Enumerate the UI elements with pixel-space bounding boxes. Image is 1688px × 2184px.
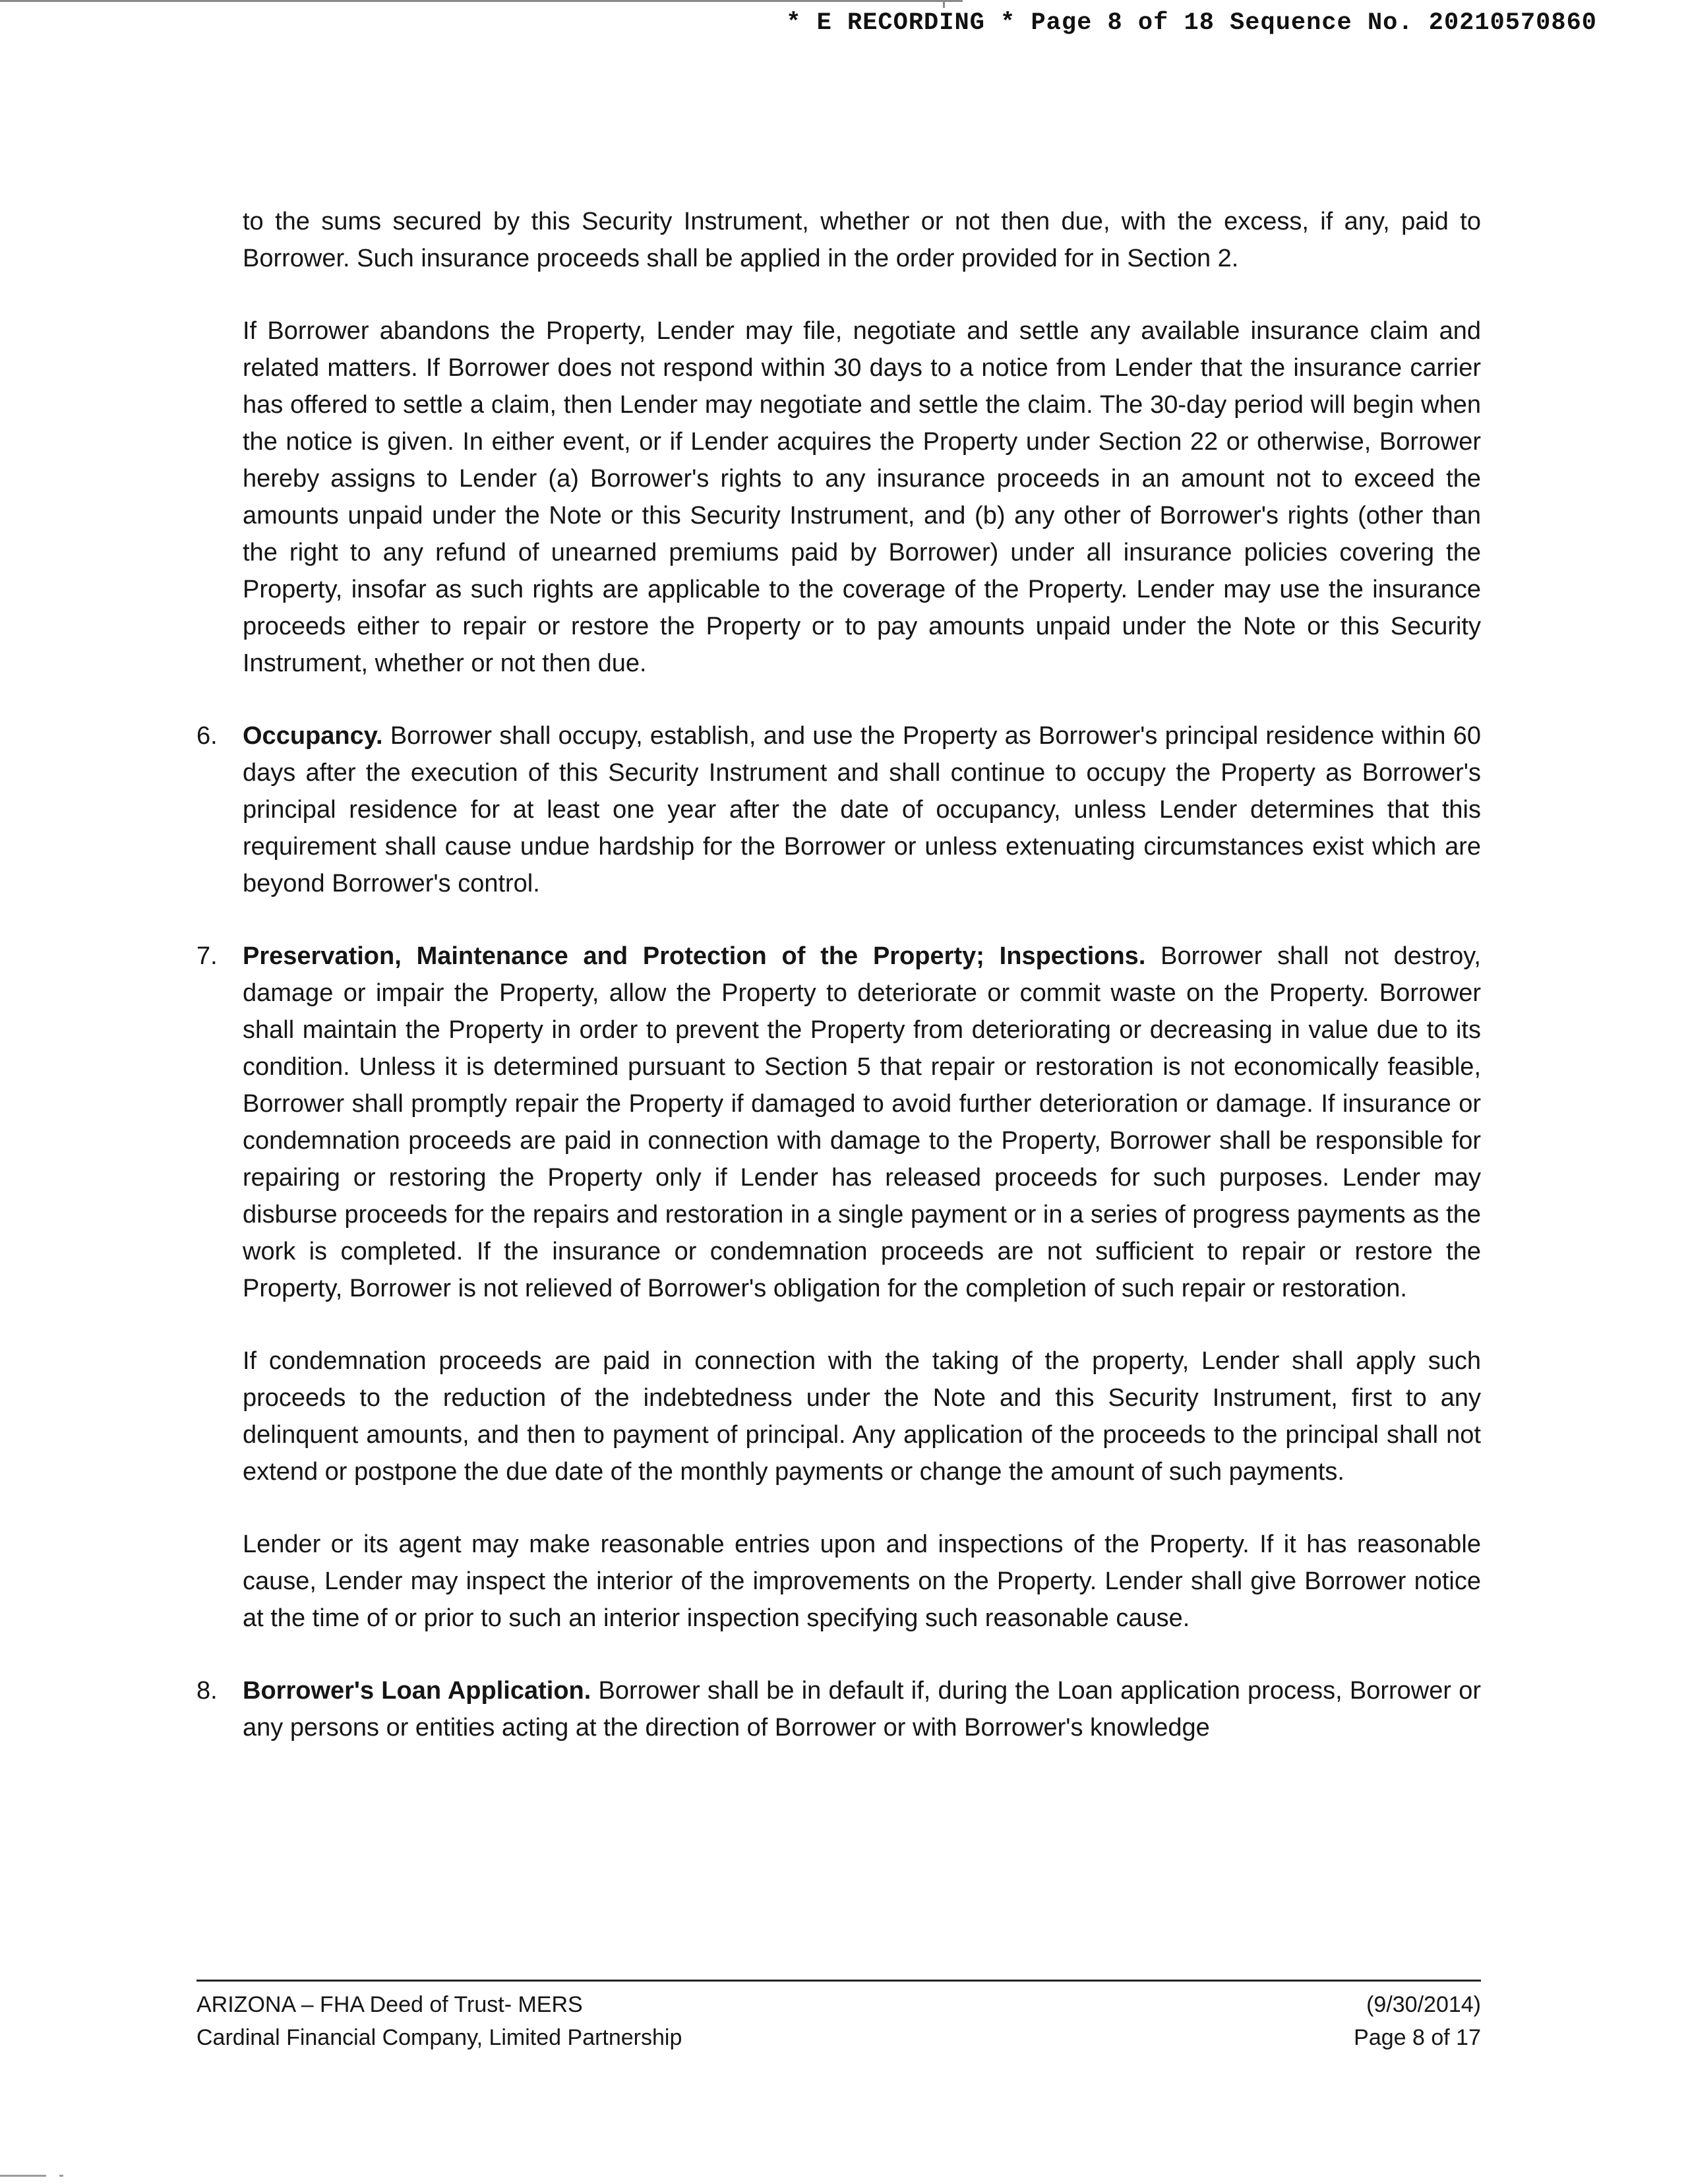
footer-form-name: ARIZONA – FHA Deed of Trust- MERS	[196, 1992, 583, 2017]
scan-edge-mark	[0, 2175, 46, 2177]
footer-row-top	[196, 1988, 1481, 2021]
intro-continuation-paragraph: to the sums secured by this Security Instrument, whether or not then due, with the excess, if any, paid to Borrower. Such insurance proceeds shall be applied in the order provided for in Section 2.	[243, 208, 1481, 272]
section-number: 8.	[196, 1677, 218, 1705]
page-footer	[196, 1980, 1481, 2054]
section-6-occupancy	[196, 717, 1481, 902]
section-text: Borrower shall occupy, establish, and use the Property as Borrower's principal residence within 60 days after the execution of this Security Instrument and shall continue to occupy the Property as Borrower's principal residence for at least one year after the date of occupancy, unless Lender determines that this requirement shall cause undue hardship for the Borrower or unless extenuating circumstances exist which are beyond Borrower's control.	[243, 722, 1481, 897]
section-number: 6.	[196, 722, 218, 750]
section-8-loan-application	[196, 1672, 1481, 1746]
section-title: Borrower's Loan Application.	[243, 1677, 591, 1705]
inspection-paragraph: Lender or its agent may make reasonable entries upon and inspections of the Property. If it has reasonable cause, Lender may inspect the interior of the improvements on the Property. Lender shall give Borrower notice at the time of or prior to such an interior inspection specifying such reasonable cause.	[243, 1531, 1481, 1632]
footer-form-date: (9/30/2014)	[1366, 1992, 1481, 2017]
section-number: 7.	[196, 942, 218, 970]
abandon-property-paragraph: If Borrower abandons the Property, Lender may file, negotiate and settle any available insurance claim and related matters. If Borrower does not respond within 30 days to a notice from Lender that the insurance carrier has offered to settle a claim, then Lender may negotiate and settle the claim. The 30-day period will begin when the notice is given. In either event, or if Lender acquires the Property under Section 22 or otherwise, Borrower hereby assigns to Lender (a) Borrower's rights to any insurance proceeds in an amount not to exceed the amounts unpaid under the Note or this Security Instrument, and (b) any other of Borrower's rights (other than the right to any refund of unearned premiums paid by Borrower) under all insurance policies covering the Property, insofar as such rights are applicable to the coverage of the Property. Lender may use the insurance proceeds either to repair or restore the Property or to pay amounts unpaid under the Note or this Security Instrument, whether or not then due.	[243, 317, 1481, 677]
section-body	[243, 1672, 1481, 1746]
section-7-preservation	[196, 938, 1481, 1307]
document-body	[196, 203, 1481, 1746]
section-title: Occupancy.	[243, 722, 383, 750]
section-body	[243, 717, 1481, 902]
scan-edge-tick	[943, 0, 954, 8]
section-body	[243, 938, 1481, 1307]
recording-stamp-header: * E RECORDING * Page 8 of 18 Sequence No. 20210570860	[786, 9, 1597, 37]
footer-company: Cardinal Financial Company, Limited Partnership	[196, 2025, 682, 2050]
section-text: Borrower shall not destroy, damage or impair the Property, allow the Property to deteriorate or commit waste on the Property. Borrower shall maintain the Property in order to prevent the Property from deteriorating or decreasing in value due to its condition. Unless it is determined pursuant to Section 5 that repair or restoration is not economically feasible, Borrower shall promptly repair the Property if damaged to avoid further deterioration or damage. If insurance or condemnation proceeds are paid in connection with damage to the Property, Borrower shall be responsible for repairing or restoring the Property only if Lender has released proceeds for such purposes. Lender may disburse proceeds for the repairs and restoration in a single payment or in a series of progress payments as the work is completed. If the insurance or condemnation proceeds are not sufficient to repair or restore the Property, Borrower is not relieved of Borrower's obligation for the completion of such repair or restoration.	[243, 942, 1481, 1302]
footer-page-number: Page 8 of 17	[1354, 2025, 1481, 2050]
scan-edge-dot	[59, 2175, 63, 2177]
section-text: Borrower shall be in default if, during the Loan application process, Borrower or any persons or entities acting at the direction of Borrower or with Borrower's knowledge	[243, 1677, 1482, 1742]
section-title: Preservation, Maintenance and Protection of the Property; Inspections.	[243, 942, 1146, 970]
scan-edge-line	[0, 0, 963, 2]
condemnation-paragraph: If condemnation proceeds are paid in connection with the taking of the property, Lender shall apply such proceeds to the reduction of the indebtedness under the Note and this Security Instrument, first to any delinquent amounts, and then to payment of principal. Any application of the proceeds to the principal shall not extend or postpone the due date of the monthly payments or change the amount of such payments.	[243, 1347, 1481, 1486]
footer-row-bottom	[196, 2021, 1481, 2054]
